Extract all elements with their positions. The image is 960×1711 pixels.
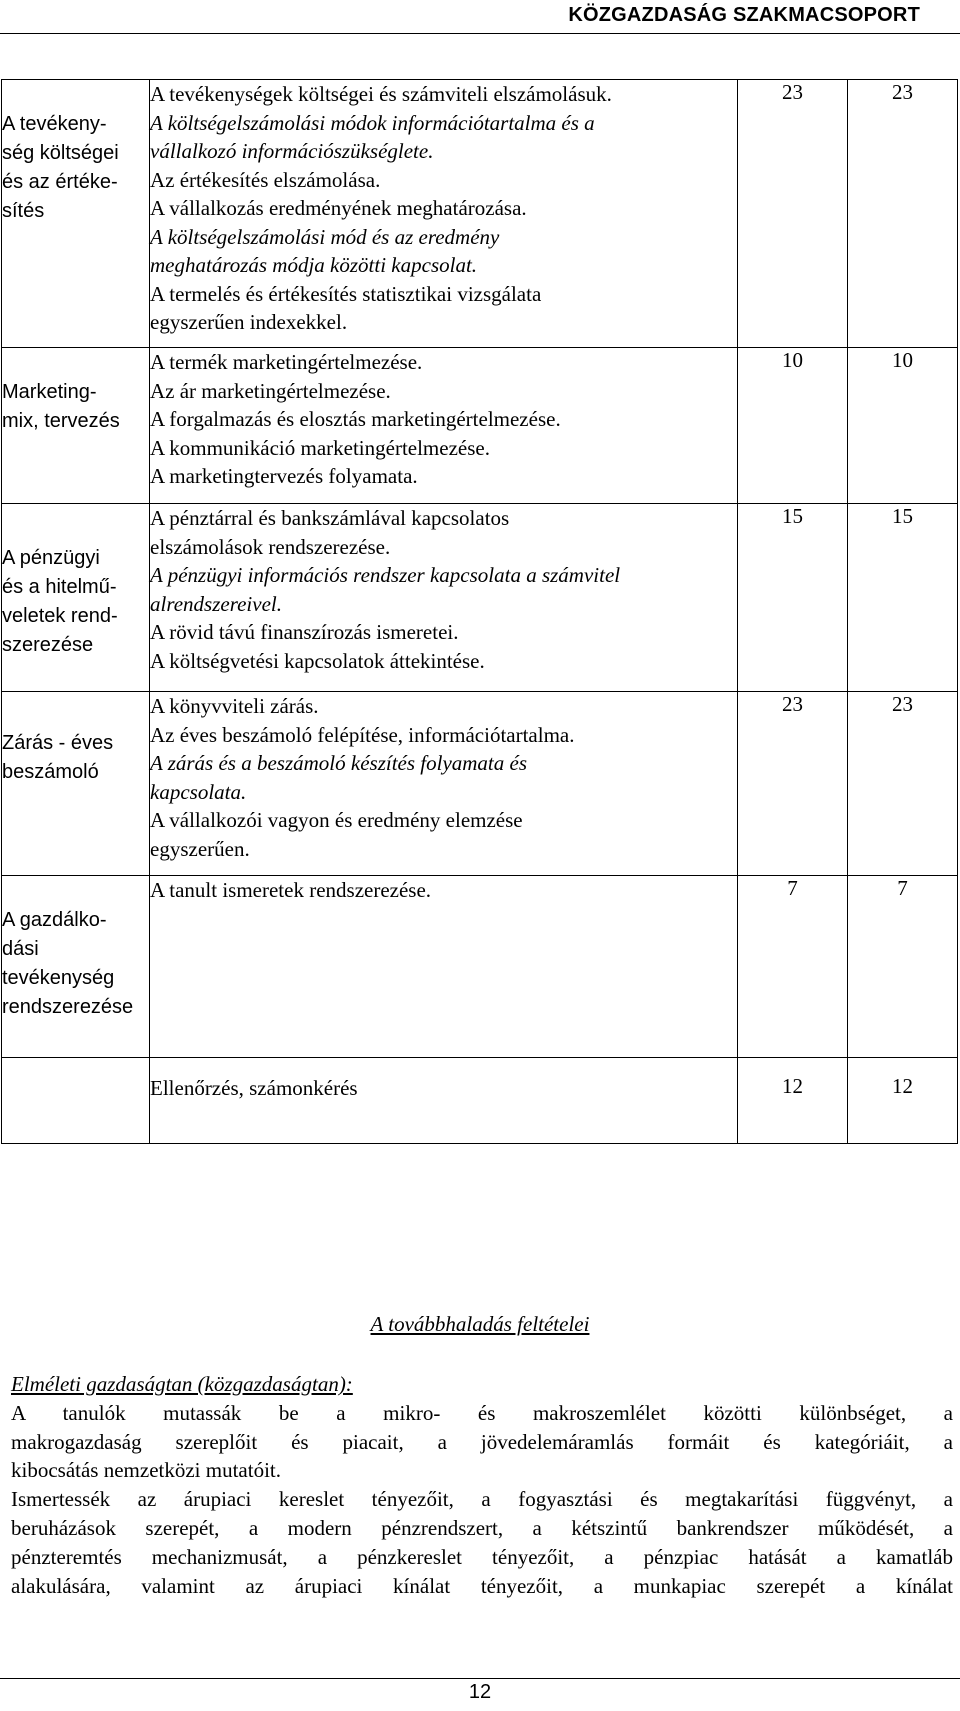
table-row — [2, 348, 958, 504]
table-row — [2, 692, 958, 876]
topic-content-line: A rövid távú finanszírozás ismeretei. — [150, 620, 459, 644]
hours-cell-2: 15 — [848, 504, 958, 692]
hours-cell-1: 23 — [738, 692, 848, 876]
paragraph-line: makrogazdaság szereplőit és piacait, a jövedelemáramlás formáit és kategóriáit, a — [11, 1429, 953, 1454]
summary-label: Ellenőrzés, számonkérés — [150, 1058, 738, 1144]
topic-category-line: dási — [2, 938, 39, 960]
topic-content-line: A zárás és a beszámoló készítés folyamata és — [150, 751, 528, 775]
topics-table-body — [2, 80, 958, 1144]
hours-cell-2: 10 — [848, 348, 958, 504]
header-title: KÖZGAZDASÁG SZAKMACSOPORT — [568, 4, 920, 26]
table-row — [2, 80, 958, 348]
topic-category-line: rendszerezése — [2, 996, 134, 1018]
header-rule — [0, 33, 960, 34]
section-subhead: Elméleti gazdaságtan (közgazdaságtan): — [11, 1372, 353, 1396]
topic-content-line: elszámolások rendszerezése. — [150, 534, 391, 559]
hours-cell-2: 23 — [848, 692, 958, 876]
topic-content-line: egyszerűen indexekkel. — [150, 310, 348, 334]
topic-category-line: tevékenység — [2, 967, 115, 989]
topic-content-line: A termelés és értékesítés statisztikai vizsgálata — [150, 281, 542, 306]
paragraph-line: kibocsátás nemzetközi mutatóit. — [11, 1458, 282, 1483]
topic-content-line: Az ár marketingértelmezése. — [150, 378, 391, 403]
topic-content-cell — [150, 80, 738, 348]
topic-category-cell — [2, 80, 150, 348]
topic-content-cell — [150, 692, 738, 876]
topic-content-line: vállalkozó információszükséglete. — [150, 139, 434, 163]
page-number: 12 — [468, 1681, 492, 1703]
hours-cell-1: 15 — [738, 504, 848, 692]
footer-rule — [0, 1678, 960, 1679]
topic-content-line: A költségelszámolási módok információtartalma és a — [150, 110, 595, 135]
table-row-summary — [2, 1058, 958, 1144]
paragraph-line: A tanulók mutassák be a mikro- és makroszemlélet közötti különbséget, a — [11, 1400, 953, 1425]
paragraph-line: pénzteremtés mechanizmusát, a pénzkereslet tényezőit, a pénzpiac hatását a kamatláb — [11, 1544, 953, 1569]
topic-category-cell — [2, 876, 150, 1058]
topic-content-line: A tevékenységek költségei és számviteli elszámolásuk. — [150, 82, 612, 106]
paragraph-line: Ismertessék az árupiaci kereslet tényezőit, a fogyasztási és megtakarítási függvényt, a — [11, 1487, 953, 1512]
paragraph-line: beruházások szerepét, a modern pénzrendszert, a kétszintű bankrendszer működését, a — [11, 1515, 953, 1540]
topic-content-line: A kommunikáció marketingértelmezése. — [150, 435, 490, 460]
topic-category-line: Marketing- — [2, 381, 97, 403]
topic-category-line: Zárás - éves — [2, 732, 114, 754]
section-paragraphs — [11, 1399, 953, 1601]
topics-table — [1, 79, 958, 1144]
topic-category-line: és a hitelmű- — [2, 576, 117, 598]
topic-category-line: sítés — [2, 200, 45, 222]
topic-content-line: A pénzügyi információs rendszer kapcsolata a számvitel — [150, 563, 621, 587]
topic-content-line: A forgalmazás és elosztás marketingértelmezése. — [150, 407, 561, 431]
topic-content-line: alrendszereivel. — [150, 591, 282, 616]
topic-category-line: A pénzügyi — [2, 547, 100, 569]
topic-content-line: egyszerűen. — [150, 836, 250, 861]
topic-content-line: A költségelszámolási mód és az eredmény — [150, 224, 500, 249]
topic-content-cell — [150, 348, 738, 504]
table-row — [2, 876, 958, 1058]
section-body — [11, 1370, 953, 1600]
topic-category-line: ség költségei — [2, 142, 119, 164]
topic-content-cell — [150, 876, 738, 1058]
topic-category-cell — [2, 348, 150, 504]
topic-content-line: A vállalkozás eredményének meghatározása. — [150, 196, 527, 220]
topic-content-line: A tanult ismeretek rendszerezése. — [150, 878, 432, 902]
topic-category-line: és az értéke- — [2, 171, 118, 193]
hours-cell-1: 10 — [738, 348, 848, 504]
topic-content-line: A költségvetési kapcsolatok áttekintése. — [150, 648, 485, 673]
topic-category-line: A gazdálko- — [2, 909, 107, 931]
topic-content-line: kapcsolata. — [150, 779, 247, 804]
hours-cell-2: 7 — [848, 876, 958, 1058]
topic-content-line: A marketingtervezés folyamata. — [150, 464, 418, 488]
topic-category-line: A tevékeny- — [2, 113, 107, 135]
topic-category-line: szerezése — [2, 634, 94, 656]
topic-category-line: mix, tervezés — [2, 410, 120, 432]
topic-content-line: A pénztárral és bankszámlával kapcsolatos — [150, 506, 510, 530]
summary-hours-1: 12 — [738, 1058, 848, 1144]
topic-category-cell — [2, 692, 150, 876]
summary-hours-2: 12 — [848, 1058, 958, 1144]
topic-category-cell — [2, 504, 150, 692]
topic-content-line: A termék marketingértelmezése. — [150, 350, 423, 374]
hours-cell-1: 7 — [738, 876, 848, 1058]
summary-empty-cell — [2, 1058, 150, 1144]
section-title: A továbbhaladás feltételei — [370, 1312, 590, 1336]
topic-category-line: veletek rend- — [2, 605, 118, 627]
topic-content-cell — [150, 504, 738, 692]
table-row — [2, 504, 958, 692]
hours-cell-2: 23 — [848, 80, 958, 348]
topic-content-line: meghatározás módja közötti kapcsolat. — [150, 253, 478, 277]
topic-content-line: Az értékesítés elszámolása. — [150, 167, 381, 192]
topic-category-line: beszámoló — [2, 761, 99, 783]
topic-content-line: Az éves beszámoló felépítése, információtartalma. — [150, 722, 575, 747]
paragraph-line: alakulására, valamint az árupiaci kínálat tényezőit, a munkapiac szerepét a kínálat — [11, 1573, 953, 1598]
hours-cell-1: 23 — [738, 80, 848, 348]
topic-content-line: A könyvviteli zárás. — [150, 694, 319, 718]
topic-content-line: A vállalkozói vagyon és eredmény elemzése — [150, 808, 523, 832]
